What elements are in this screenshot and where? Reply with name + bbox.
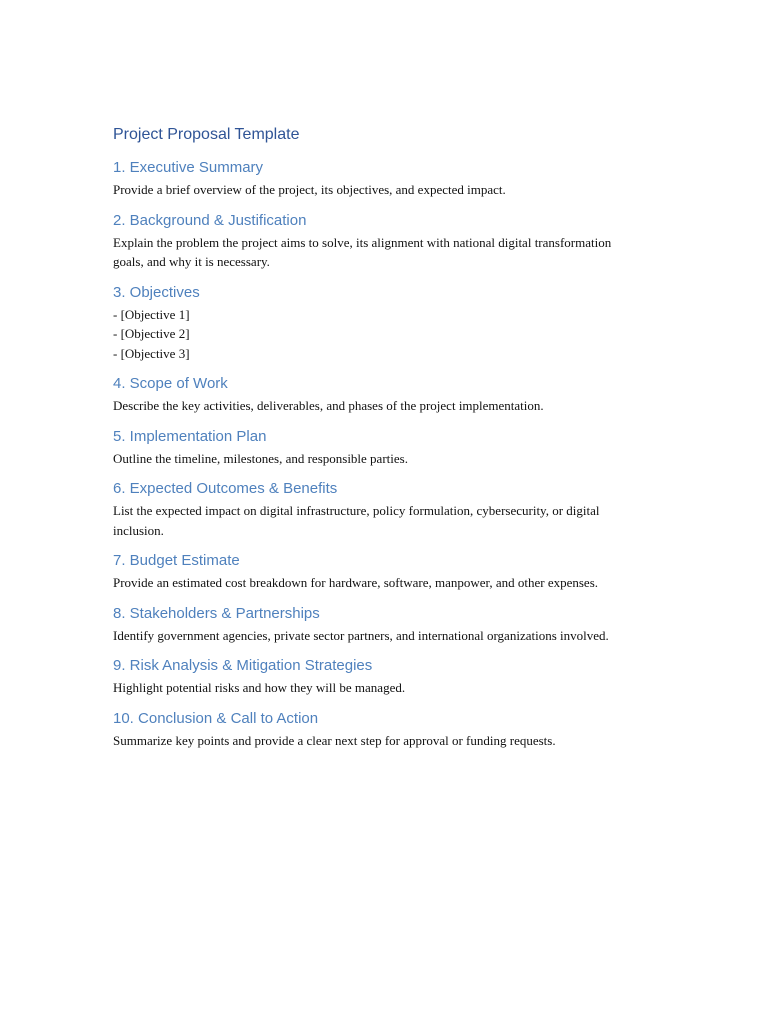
list-item: - [Objective 3] [113, 345, 190, 361]
section-body: Highlight potential risks and how they will be managed. [113, 680, 406, 695]
section-body: Summarize key points and provide a clear next step for approval or funding requests. [113, 732, 556, 748]
section-heading: 1. Executive Summary [113, 159, 264, 176]
document-title: Project Proposal Template [113, 126, 300, 143]
section-scope-of-work [113, 374, 643, 416]
section-heading: 8. Stakeholders & Partnerships [113, 604, 320, 622]
section-body: Outline the timeline, milestones, and responsible parties. [113, 450, 408, 466]
list-item: - [Objective 2] [113, 326, 190, 341]
section-conclusion [113, 709, 643, 751]
section-body: Describe the key activities, deliverables, and phases of the project implementation. [113, 398, 544, 413]
section-heading: 7. Budget Estimate [113, 552, 240, 569]
section-heading: 4. Scope of Work [113, 375, 228, 392]
section-objectives [113, 283, 643, 364]
section-body: Provide a brief overview of the project, its objectives, and expected impact. [113, 182, 506, 197]
objectives-list [113, 305, 643, 364]
section-heading: 10. Conclusion & Call to Action [113, 709, 319, 727]
section-body: List the expected impact on digital infrastructure, policy formulation, cybersecurity, or digital inclusion. [113, 503, 600, 538]
section-background-justification [113, 211, 643, 272]
section-heading: 9. Risk Analysis & Mitigation Strategies [113, 657, 373, 674]
section-heading: 6. Expected Outcomes & Benefits [113, 480, 338, 497]
document-page [113, 118, 643, 761]
section-heading: 3. Objectives [113, 283, 200, 301]
section-risk-analysis [113, 656, 643, 698]
section-stakeholders [113, 604, 643, 646]
section-body: Explain the problem the project aims to solve, its alignment with national digital transformation goals, and why it is necessary. [113, 234, 612, 269]
section-heading: 5. Implementation Plan [113, 427, 267, 445]
section-heading: 2. Background & Justification [113, 211, 307, 229]
section-expected-outcomes [113, 479, 643, 540]
section-budget-estimate [113, 551, 643, 593]
section-body: Provide an estimated cost breakdown for hardware, software, manpower, and other expenses. [113, 575, 599, 590]
list-item: - [Objective 1] [113, 306, 190, 322]
section-executive-summary [113, 158, 643, 200]
section-body: Identify government agencies, private sector partners, and international organizations involved. [113, 627, 609, 643]
section-implementation-plan [113, 427, 643, 469]
